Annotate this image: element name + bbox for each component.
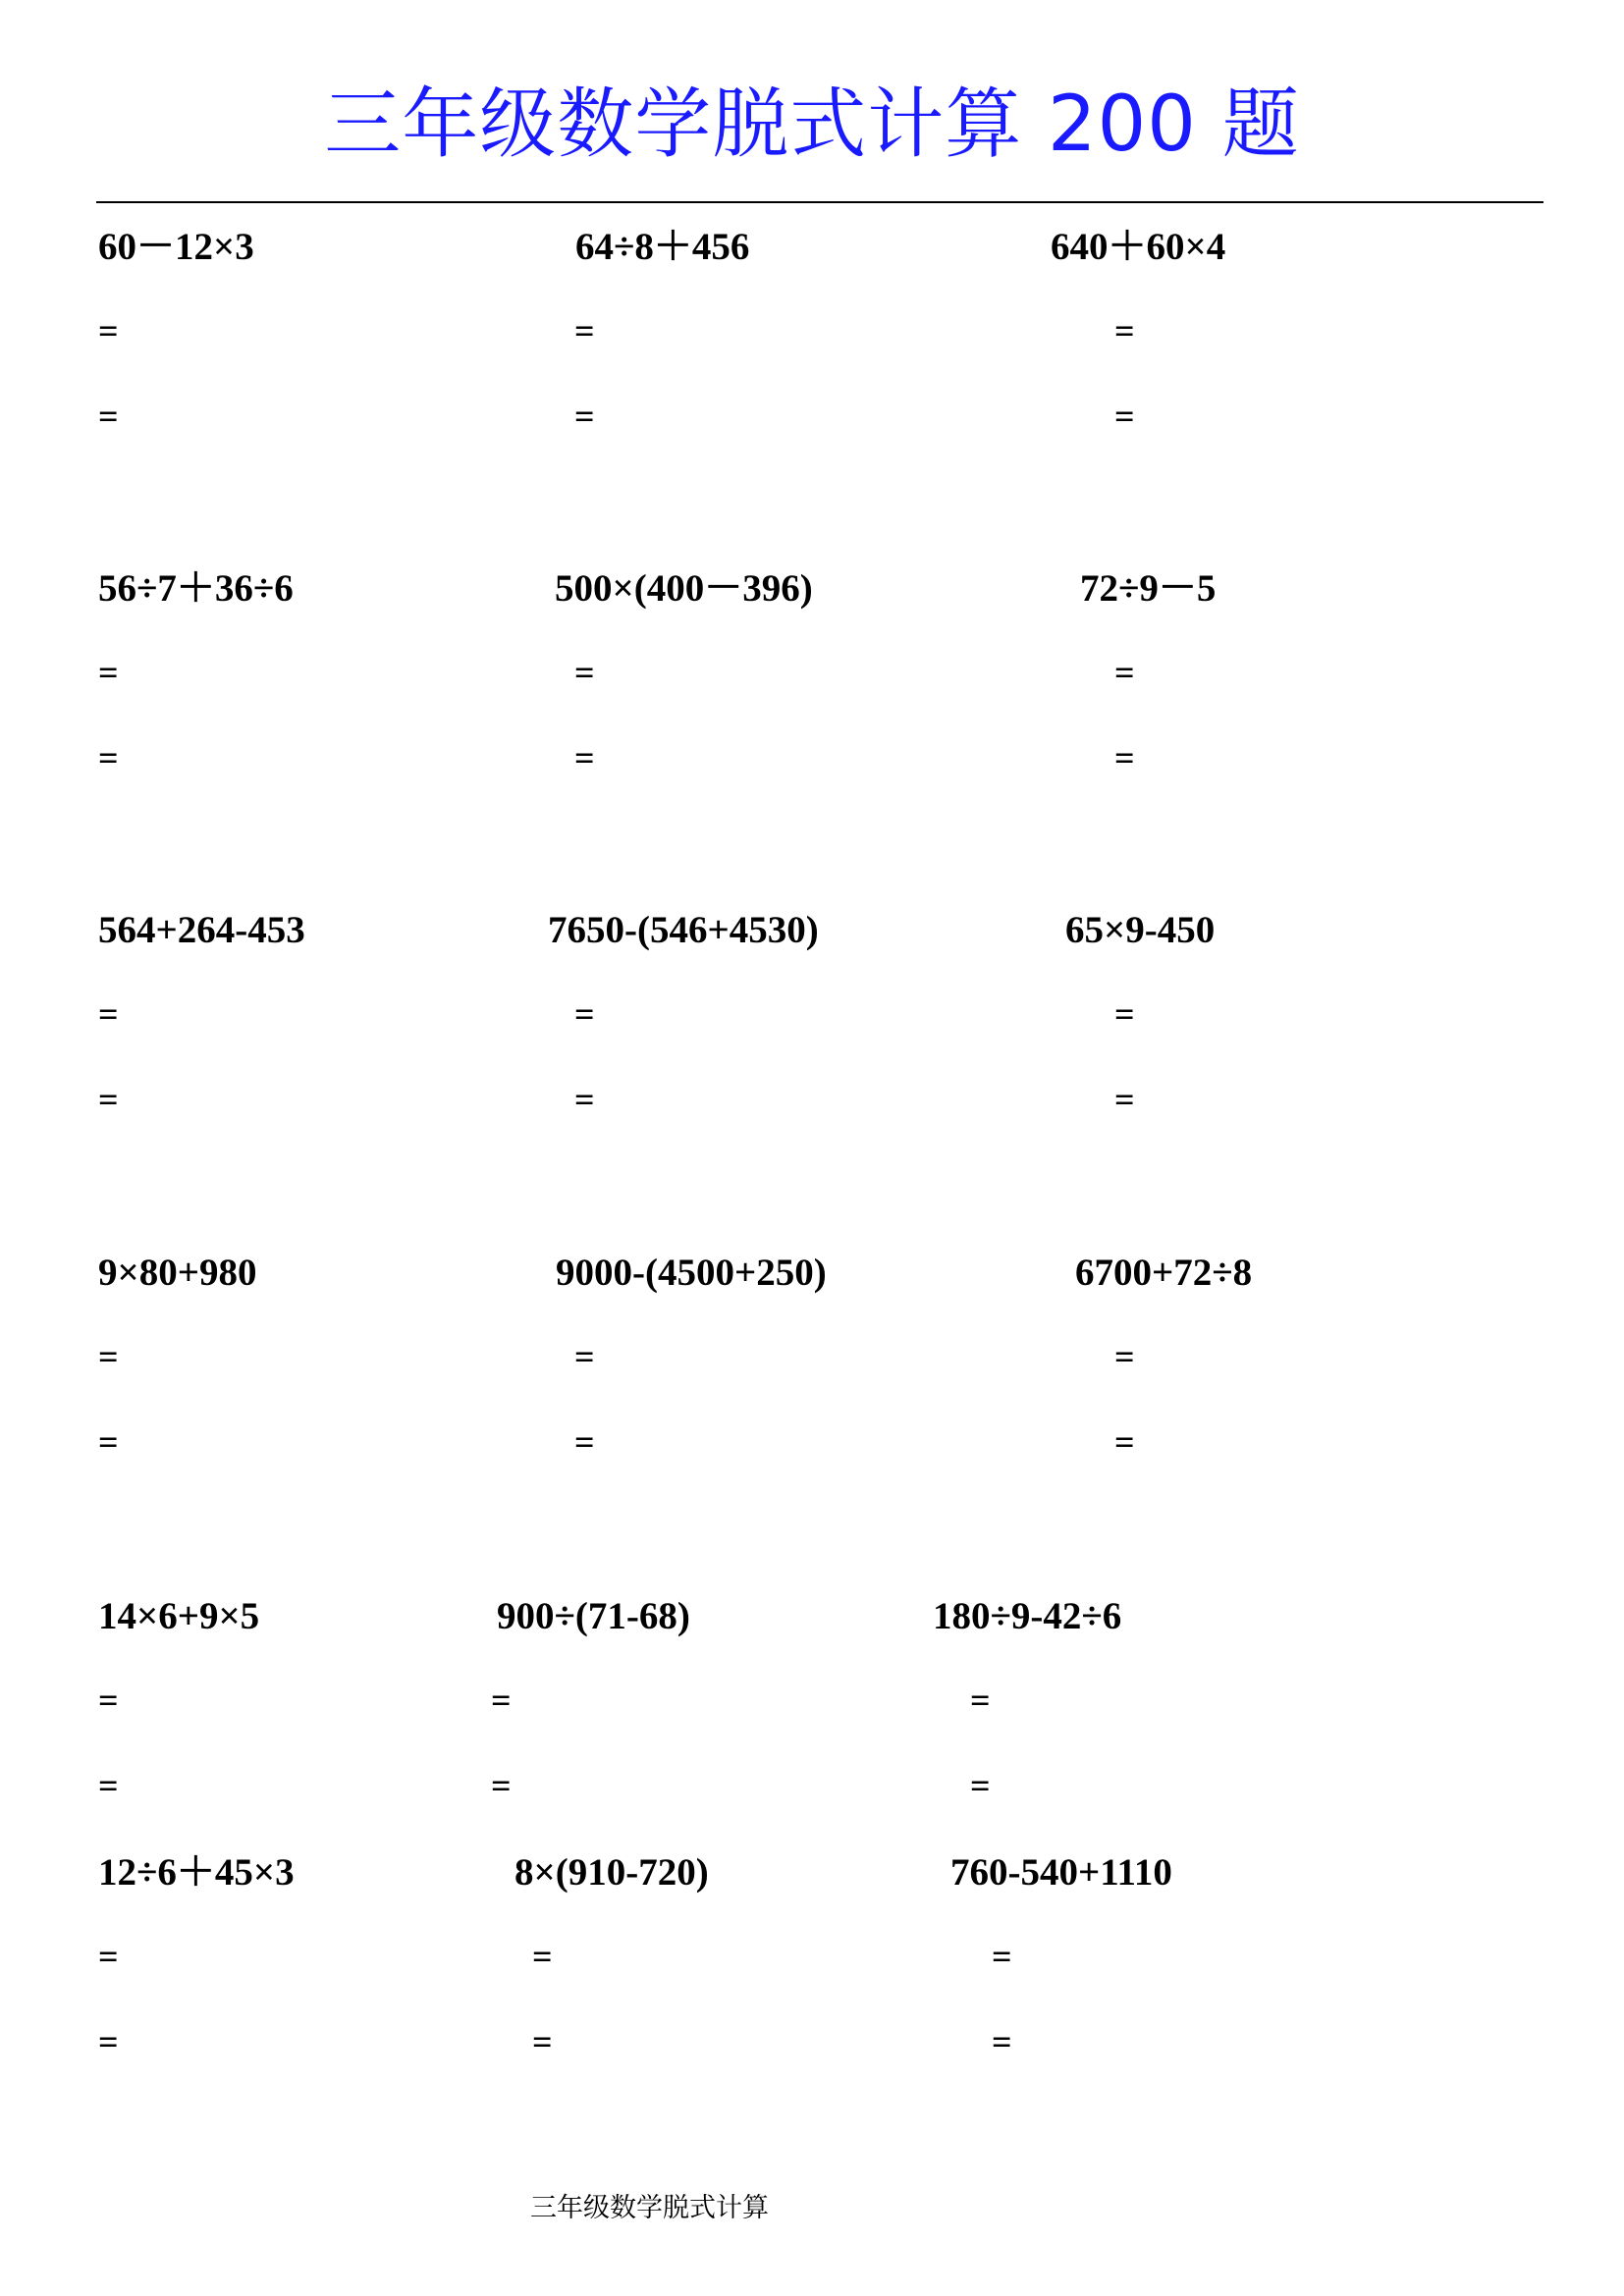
equals-sign: = [992, 1937, 1012, 1976]
equals-sign: = [574, 1080, 595, 1119]
problem-expression: 64÷8＋456 [575, 226, 750, 268]
equals-sign: = [98, 1422, 119, 1462]
equals-sign: = [574, 1337, 595, 1376]
equals-sign: = [98, 653, 119, 692]
problem-expression: 65×9-450 [1065, 909, 1216, 951]
equals-sign: = [574, 994, 595, 1034]
problem-expression: 760-540+1110 [950, 1851, 1172, 1894]
equals-sign: = [1114, 397, 1135, 436]
problem-expression: 56÷7＋36÷6 [98, 567, 294, 610]
equals-sign: = [574, 397, 595, 436]
equals-sign: = [1114, 1422, 1135, 1462]
equals-sign: = [98, 1766, 119, 1805]
problem-expression: 72÷9－5 [1080, 567, 1217, 610]
problem-expression: 564+264-453 [98, 909, 305, 951]
problem-expression: 12÷6＋45×3 [98, 1851, 295, 1894]
equals-sign: = [574, 738, 595, 777]
page-title: 三年级数学脱式计算 200 题 [324, 80, 1300, 169]
equals-sign: = [98, 2022, 119, 2061]
equals-sign: = [491, 1681, 512, 1720]
problem-expression: 9000-(4500+250) [556, 1252, 827, 1294]
equals-sign: = [98, 311, 119, 350]
problem-expression: 180÷9-42÷6 [933, 1595, 1122, 1637]
equals-sign: = [98, 1080, 119, 1119]
title-divider [96, 201, 1543, 203]
equals-sign: = [491, 1766, 512, 1805]
equals-sign: = [98, 397, 119, 436]
equals-sign: = [1114, 994, 1135, 1034]
problem-expression: 9×80+980 [98, 1252, 257, 1294]
equals-sign: = [992, 2022, 1012, 2061]
problem-expression: 900÷(71-68) [497, 1595, 690, 1637]
equals-sign: = [1114, 1337, 1135, 1376]
equals-sign: = [970, 1766, 991, 1805]
problem-expression: 640＋60×4 [1051, 226, 1226, 268]
equals-sign: = [98, 1337, 119, 1376]
problem-expression: 7650-(546+4530) [548, 909, 819, 951]
equals-sign: = [574, 311, 595, 350]
equals-sign: = [532, 2022, 553, 2061]
equals-sign: = [574, 653, 595, 692]
problem-expression: 14×6+9×5 [98, 1595, 260, 1637]
equals-sign: = [98, 1937, 119, 1976]
equals-sign: = [98, 994, 119, 1034]
equals-sign: = [1114, 1080, 1135, 1119]
equals-sign: = [1114, 653, 1135, 692]
equals-sign: = [532, 1937, 553, 1976]
equals-sign: = [98, 738, 119, 777]
equals-sign: = [574, 1422, 595, 1462]
equals-sign: = [970, 1681, 991, 1720]
problem-expression: 8×(910-720) [514, 1851, 709, 1894]
page-footer: 三年级数学脱式计算 [530, 2193, 769, 2223]
problem-expression: 6700+72÷8 [1075, 1252, 1253, 1294]
equals-sign: = [1114, 738, 1135, 777]
equals-sign: = [1114, 311, 1135, 350]
equals-sign: = [98, 1681, 119, 1720]
problem-expression: 500×(400－396) [555, 567, 813, 610]
problem-expression: 60－12×3 [98, 226, 254, 268]
